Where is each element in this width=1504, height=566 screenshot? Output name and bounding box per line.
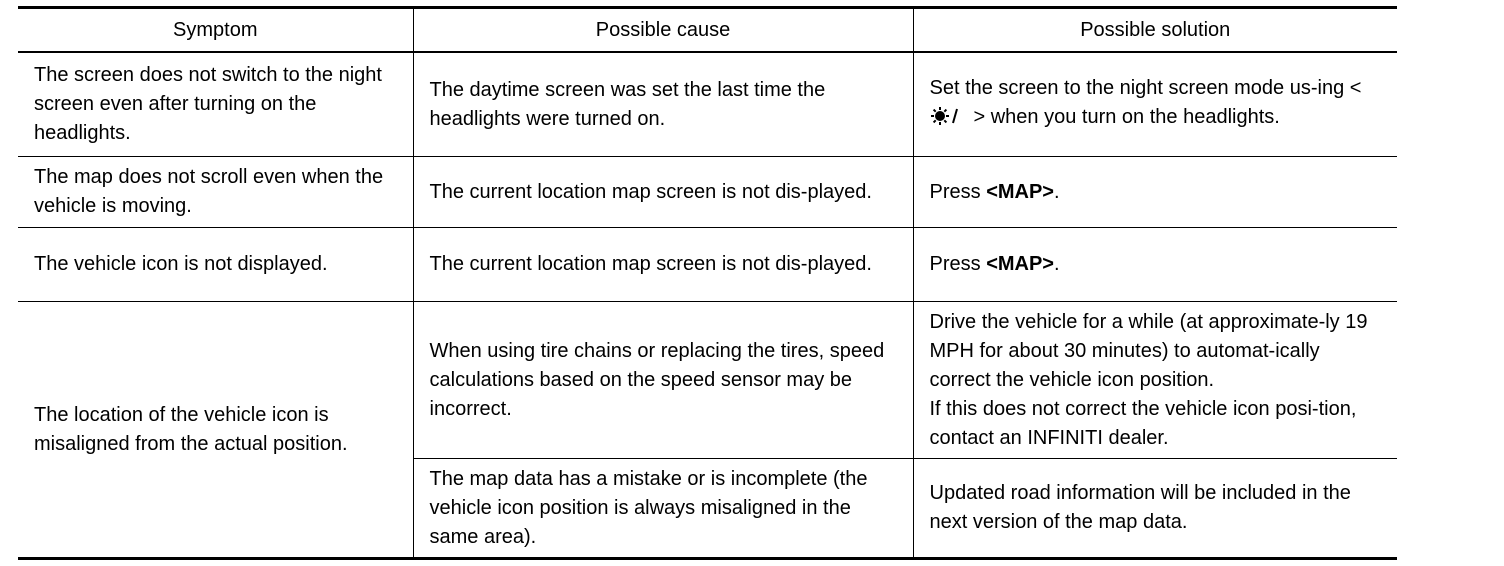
solution-text-prefix: Set the screen to the night screen mode us-ing < [929,77,1362,99]
solution-cell [913,157,1397,228]
header-possible-cause: Possible cause [413,8,913,53]
cause-text: The current location map screen is not dis-played. [429,253,872,275]
solution-cell [913,302,1397,459]
symptom-cell [18,228,413,302]
troubleshooting-table [18,6,1397,560]
troubleshooting-table-container [18,6,1397,560]
cause-text: The map data has a mistake or is incomplete (the vehicle icon position is always misaligned in the same area). [429,467,868,548]
solution-cell [913,52,1397,157]
symptom-text: The map does not scroll even when the vehicle is moving. [34,166,384,217]
cause-cell [413,228,913,302]
symptom-text: The screen does not switch to the night screen even after turning on the headlights. [34,64,382,144]
symptom-text: The vehicle icon is not displayed. [34,253,328,275]
solution-text-prefix: Press [929,180,987,203]
solution-cell [913,459,1397,559]
cause-cell [413,52,913,157]
table-row [18,302,1397,459]
header-possible-solution: Possible solution [913,8,1397,53]
solution-text-suffix: . [1054,180,1060,203]
table-row [18,157,1397,228]
solution-cell [913,228,1397,302]
solution-text-prefix: Press [929,253,987,275]
symptom-cell [18,52,413,157]
solution-text: Updated road information will be included in the next version of the map data. [929,482,1351,533]
symptom-cell [18,302,413,559]
solution-text-line1: Drive the vehicle for a while (at approximate-ly 19 MPH for about 30 minutes) to automat-ically correct the vehicle icon position. [929,310,1368,391]
solution-text-line2: If this does not correct the vehicle icon posi-tion, contact an INFINITI dealer. [929,397,1357,449]
cause-text: When using tire chains or replacing the tires, speed calculations based on the speed sensor may be incorrect. [429,339,885,420]
table-row [18,228,1397,302]
symptom-cell [18,157,413,228]
map-button-label: <MAP> [986,253,1054,275]
cause-cell [413,459,913,559]
cause-cell [413,157,913,228]
cause-text: The current location map screen is not dis-played. [429,180,872,203]
solution-text-suffix: > when you turn on the headlights. [973,106,1280,128]
cause-cell [413,302,913,459]
solution-text-suffix: . [1054,253,1060,275]
header-symptom: Symptom [18,8,413,53]
symptom-text: The location of the vehicle icon is misaligned from the actual position. [34,403,348,455]
cause-text: The daytime screen was set the last time the headlights were turned on. [429,78,826,130]
table-header-row [18,8,1397,53]
sun-moon-icon [930,106,974,135]
table-row [18,52,1397,157]
map-button-label: <MAP> [986,180,1054,203]
